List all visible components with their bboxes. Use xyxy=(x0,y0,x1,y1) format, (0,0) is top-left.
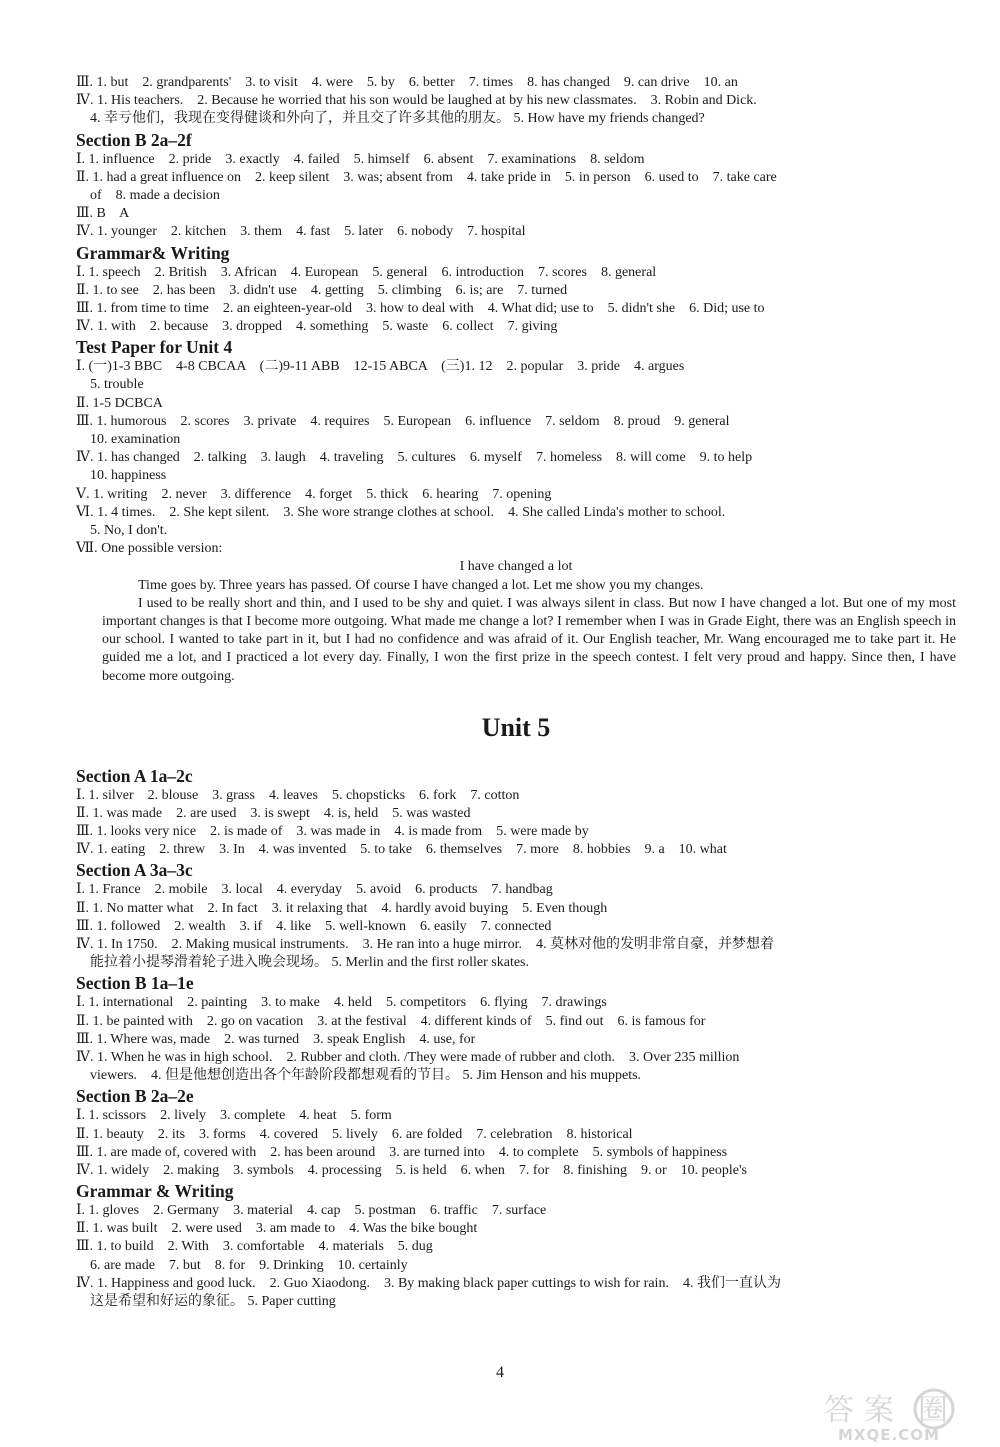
answer-line: Ⅱ. 1. No matter what 2. In fact 3. it relaxing that 4. hardly avoid buying 5. Even though xyxy=(76,900,608,916)
answer-line: Ⅳ. 1. widely 2. making 3. symbols 4. processing 5. is held 6. when 7. for 8. finishing 9. or 10. people's xyxy=(76,1162,747,1178)
section-a-1a-2c-answers xyxy=(76,787,956,860)
answer-line: Ⅲ. B A xyxy=(76,206,130,222)
answer-line: Ⅶ. One possible version: xyxy=(76,541,223,557)
answer-line: of 8. made a decision xyxy=(76,187,220,203)
answer-line: Ⅳ. 1. His teachers. 2. Because he worried that his son would be laughed at by his new classmates. 3. Robin and Dick. xyxy=(76,93,757,109)
answer-line: 10. examination xyxy=(76,432,181,447)
answer-line: Ⅰ. 1. influence 2. pride 3. exactly 4. failed 5. himself 6. absent 7. examinations 8. seldom xyxy=(76,151,645,167)
section-heading: Section A 1a–2c xyxy=(76,765,193,786)
answer-line: Ⅲ. 1. looks very nice 2. is made of 3. was made in 4. is made from 5. were made by xyxy=(76,824,589,840)
section-heading: Section B 2a–2f xyxy=(76,129,192,150)
unit-title: Unit 5 xyxy=(481,712,551,742)
answer-line: viewers. 4. 但是他想创造出各个年龄阶段都想观看的节目。 5. Jim Henson and his muppets. xyxy=(76,1068,642,1084)
section-heading: Section B 2a–2e xyxy=(76,1086,194,1107)
answer-line: Ⅱ. 1. had a great influence on 2. keep silent 3. was; absent from 4. take pride in 5. in person 6. used to 7. take care xyxy=(76,169,777,185)
section-b-2a-2e-answers xyxy=(76,1107,956,1180)
answer-line: Ⅰ. (一)1-3 BBC 4-8 CBCAA (二)9-11 ABB 12-15 ABCA (三)1. 12 2. popular 3. pride 4. argues xyxy=(76,359,685,375)
essay-paragraph: Time goes by. Three years has passed. Of course I have changed a lot. Let me show you my changes. xyxy=(138,577,704,593)
answer-line: Ⅳ. 1. with 2. because 3. dropped 4. something 5. waste 6. collect 7. giving xyxy=(76,319,558,335)
watermark-logo xyxy=(818,1386,988,1442)
answer-line: Ⅳ. 1. eating 2. threw 3. In 4. was invented 5. to take 6. themselves 7. more 8. hobbies 9. a 10. what xyxy=(76,842,727,858)
answer-line: Ⅱ. 1. was built 2. were used 3. am made to 4. Was the bike bought xyxy=(76,1221,478,1237)
watermark-char: 答 xyxy=(824,1393,854,1428)
answer-line: Ⅴ. 1. writing 2. never 3. difference 4. forget 5. thick 6. hearing 7. opening xyxy=(76,486,552,502)
answer-line: 5. No, I don't. xyxy=(76,522,168,538)
answer-line: Ⅰ. 1. France 2. mobile 3. local 4. everyday 5. avoid 6. products 7. handbag xyxy=(76,882,553,898)
answer-line: Ⅱ. 1. to see 2. has been 3. didn't use 4. getting 5. climbing 6. is; are 7. turned xyxy=(76,282,568,298)
grammar-writing-5-answers xyxy=(76,1202,956,1311)
section-b-1a-1e-answers xyxy=(76,994,956,1085)
answer-line: Ⅲ. 1. humorous 2. scores 3. private 4. requires 5. European 6. influence 7. seldom 8. proud 9. general xyxy=(76,413,730,429)
answer-line: Ⅳ. 1. younger 2. kitchen 3. them 4. fast 5. later 6. nobody 7. hospital xyxy=(76,224,526,240)
answer-line: Ⅳ. 1. has changed 2. talking 3. laugh 4. traveling 5. cultures 6. myself 7. homeless 8. will come 9. to help xyxy=(76,450,753,466)
essay-title: I have changed a lot xyxy=(459,559,573,575)
answer-line: 5. trouble xyxy=(76,377,144,393)
answer-line: Ⅳ. 1. Happiness and good luck. 2. Guo Xiaodong. 3. By making black paper cuttings to wish for rain. 4. 我们一直认为 xyxy=(76,1275,781,1291)
answer-line: Ⅰ. 1. gloves 2. Germany 3. material 4. cap 5. postman 6. traffic 7. surface xyxy=(76,1203,547,1219)
answer-line: Ⅵ. 1. 4 times. 2. She kept silent. 3. She wore strange clothes at school. 4. She called Linda's mother to school. xyxy=(76,504,726,520)
essay-paragraph: I used to be really short and thin, and I used to be shy and quiet. I was always silent in class. But now I have changed a lot. But one of my most important changes is that I become more outgoing. What made me change a lot? I remember when I was in Grade Eight, there was an English speech in our school. I wanted to take part in it, but I had no confidence and was afraid of it. Our English teacher, Mr. Wang encouraged me to take part it. He guided me a lot, and I practiced a lot every day. Finally, I won the first prize in the speech contest. I felt very proud and happy. Since then, I have become more outgoing. xyxy=(102,595,956,684)
essay-body xyxy=(76,577,956,686)
watermark-char: 案 xyxy=(864,1393,894,1428)
grammar-writing-4-answers xyxy=(76,264,956,337)
section-heading: Grammar& Writing xyxy=(76,242,230,263)
answer-line: Ⅱ. 1-5 DCBCA xyxy=(76,395,163,411)
unit4-top-block xyxy=(76,74,956,129)
answer-line: Ⅱ. 1. was made 2. are used 3. is swept 4. is, held 5. was wasted xyxy=(76,805,471,821)
section-b-2a-2f-answers xyxy=(76,151,956,242)
answer-line: Ⅰ. 1. international 2. painting 3. to make 4. held 5. competitors 6. flying 7. drawings xyxy=(76,995,607,1011)
section-heading: Section A 3a–3c xyxy=(76,860,193,881)
answer-line: Ⅲ. 1. to build 2. With 3. comfortable 4. materials 5. dug xyxy=(76,1239,433,1255)
answer-line: 10. happiness xyxy=(76,468,167,484)
answer-line: Ⅲ. 1. from time to time 2. an eighteen-year-old 3. how to deal with 4. What did; use to 5. didn't she 6. Did; use to xyxy=(76,300,765,316)
page-number: 4 xyxy=(496,1364,504,1381)
section-heading: Grammar & Writing xyxy=(76,1181,234,1202)
watermark-url: MXQE.COM xyxy=(838,1426,940,1442)
answer-line: 4. 幸亏他们，我现在变得健谈和外向了，并且交了许多其他的朋友。 5. How have my friends changed? xyxy=(76,111,705,127)
answer-line: Ⅰ. 1. silver 2. blouse 3. grass 4. leaves 5. chopsticks 6. fork 7. cotton xyxy=(76,787,520,803)
test-paper-4-answers xyxy=(76,358,956,685)
section-a-3a-3c-answers xyxy=(76,881,956,972)
section-heading: Test Paper for Unit 4 xyxy=(76,337,233,358)
section-heading: Section B 1a–1e xyxy=(76,973,194,994)
answer-line: 这是希望和好运的象征。 5. Paper cutting xyxy=(76,1294,336,1310)
answer-line: Ⅱ. 1. beauty 2. its 3. forms 4. covered 5. lively 6. are folded 7. celebration 8. historical xyxy=(76,1126,633,1142)
answer-key-page xyxy=(76,74,956,1311)
answer-line: Ⅰ. 1. scissors 2. lively 3. complete 4. heat 5. form xyxy=(76,1108,392,1124)
answer-line: Ⅲ. 1. followed 2. wealth 3. if 4. like 5. well-known 6. easily 7. connected xyxy=(76,918,552,934)
answer-line: 能拉着小提琴滑着轮子进入晚会现场。 5. Merlin and the first roller skates. xyxy=(76,955,530,971)
answer-line: Ⅱ. 1. be painted with 2. go on vacation 3. at the festival 4. different kinds of 5. find out 6. is famous for xyxy=(76,1013,706,1029)
answer-line: Ⅳ. 1. When he was in high school. 2. Rubber and cloth. /They were made of rubber and cloth. 3. Over 235 million xyxy=(76,1049,740,1065)
answer-line: Ⅲ. 1. are made of, covered with 2. has been around 3. are turned into 4. to complete 5. symbols of happiness xyxy=(76,1144,728,1160)
answer-line: Ⅰ. 1. speech 2. British 3. African 4. European 5. general 6. introduction 7. scores 8. general xyxy=(76,264,657,280)
answer-line: 6. are made 7. but 8. for 9. Drinking 10. certainly xyxy=(76,1257,408,1273)
answer-line: Ⅳ. 1. In 1750. 2. Making musical instruments. 3. He ran into a huge mirror. 4. 莫林对他的发明非常自豪，并梦想着 xyxy=(76,937,774,953)
watermark-char: 圈 xyxy=(918,1393,948,1428)
answer-line: Ⅲ. 1. Where was, made 2. was turned 3. speak English 4. use, for xyxy=(76,1031,476,1047)
answer-line: Ⅲ. 1. but 2. grandparents' 3. to visit 4. were 5. by 6. better 7. times 8. has changed 9. can drive 10. an xyxy=(76,75,738,90)
